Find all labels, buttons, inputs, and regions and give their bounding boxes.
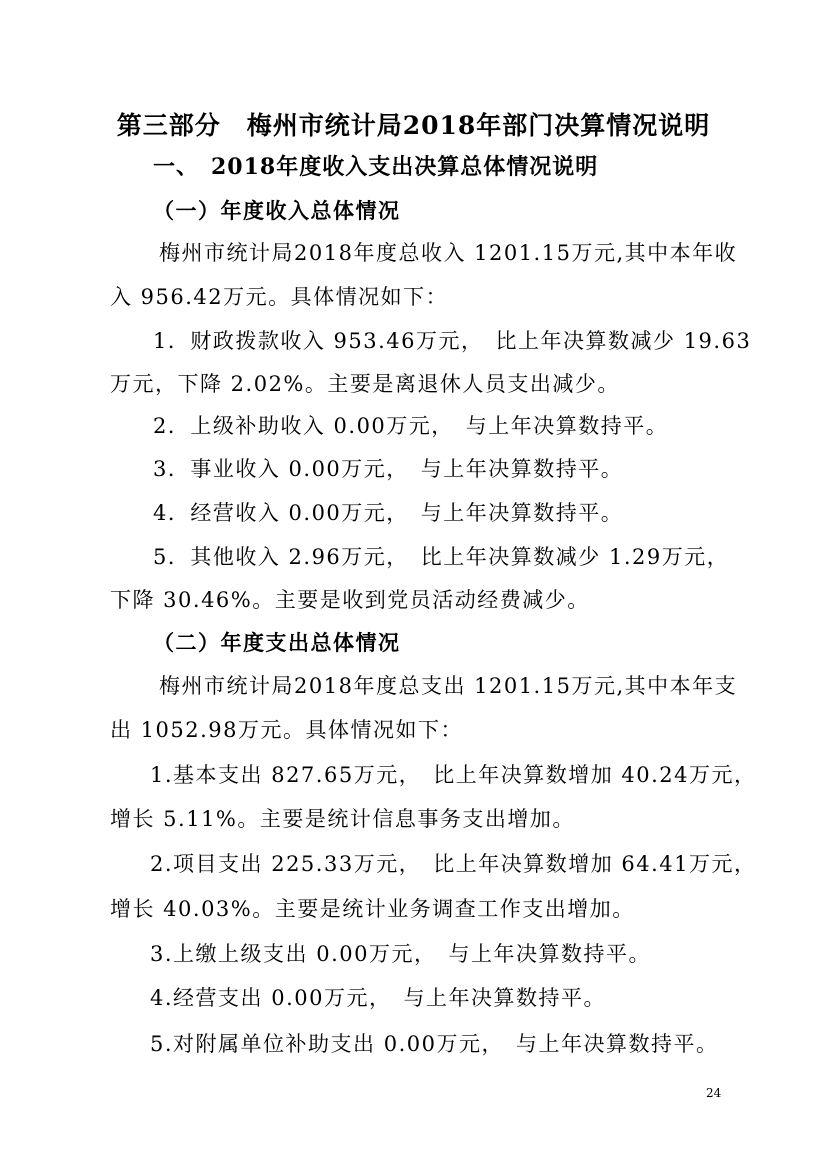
- expense-item-1-line2: 增长 5.11%。主要是统计信息事务支出增加。: [110, 807, 575, 831]
- income-item-1-line2: 万元，下降 2.02%。主要是离退休人员支出减少。: [110, 372, 620, 396]
- page-number: 24: [706, 1086, 722, 1100]
- income-item-5-line1: 5．其他收入 2.96万元， 比上年决算数减少 1.29万元，: [153, 545, 730, 569]
- income-summary-line1: 梅州市统计局2018年度总收入 1201.15万元,其中本年收: [159, 241, 738, 265]
- income-item-2: 2．上级补助收入 0.00万元， 与上年决算数持平。: [153, 414, 669, 438]
- income-summary-line2: 入 956.42万元。具体情况如下：: [110, 285, 449, 309]
- expense-summary-line2: 出 1052.98万元。具体情况如下：: [110, 718, 464, 742]
- income-item-1-line1: 1．财政拨款收入 953.46万元， 比上年决算数减少 19.63: [153, 329, 752, 353]
- expense-heading: （二）年度支出总体情况: [153, 630, 401, 655]
- page-title: 第三部分 梅州市统计局2018年部门决算情况说明: [116, 111, 711, 140]
- income-item-5-line2: 下降 30.46%。主要是收到党员活动经费减少。: [110, 588, 590, 612]
- expense-item-4: 4.经营支出 0.00万元， 与上年决算数持平。: [150, 986, 606, 1010]
- expense-item-3: 3.上缴上级支出 0.00万元， 与上年决算数持平。: [150, 942, 651, 966]
- expense-item-1-line1: 1.基本支出 827.65万元， 比上年决算数增加 40.24万元，: [150, 763, 757, 787]
- expense-summary-line1: 梅州市统计局2018年度总支出 1201.15万元,其中本年支: [159, 674, 738, 698]
- income-item-3: 3．事业收入 0.00万元， 与上年决算数持平。: [153, 457, 624, 481]
- expense-item-2-line1: 2.项目支出 225.33万元， 比上年决算数增加 64.41万元，: [150, 852, 757, 876]
- expense-item-5: 5.对附属单位补助支出 0.00万元， 与上年决算数持平。: [150, 1032, 719, 1056]
- section-heading-overall: 一、 2018年度收入支出决算总体情况说明: [153, 154, 599, 180]
- income-heading: （一）年度收入总体情况: [153, 198, 401, 223]
- expense-item-2-line2: 增长 40.03%。主要是统计业务调查工作支出增加。: [110, 897, 635, 921]
- income-item-4: 4．经营收入 0.00万元， 与上年决算数持平。: [153, 501, 624, 525]
